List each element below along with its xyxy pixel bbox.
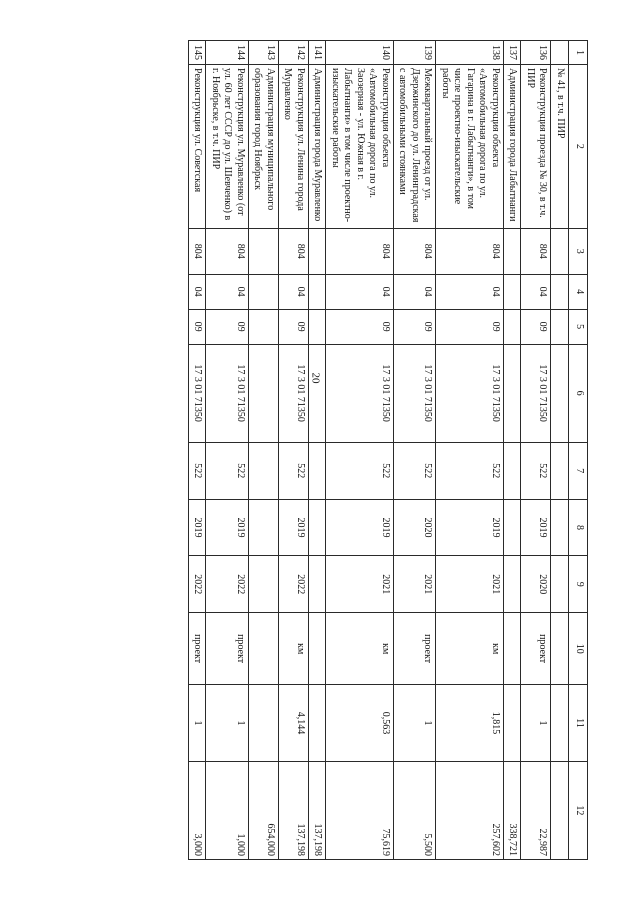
col-header: 10 bbox=[569, 613, 588, 685]
table-cell: 2019 bbox=[189, 499, 207, 556]
table-cell: 522 bbox=[521, 442, 551, 499]
object-name-cell: Реконструкция ул. Советская bbox=[189, 65, 207, 229]
col-header: 6 bbox=[569, 344, 588, 442]
col-header: 4 bbox=[569, 274, 588, 309]
table-cell bbox=[504, 274, 522, 309]
table-cell: 2021 bbox=[436, 556, 504, 613]
table-cell: 75,619 bbox=[326, 761, 394, 859]
table-cell: 0,563 bbox=[326, 685, 394, 761]
table-cell: 654,000 bbox=[249, 761, 279, 859]
row-number-cell bbox=[551, 41, 569, 65]
object-name-cell: Администрация муниципального образования город Ноябрьск bbox=[249, 65, 279, 229]
col-header: 8 bbox=[569, 499, 588, 556]
table-cell: 09 bbox=[436, 309, 504, 344]
table-cell: 2019 bbox=[326, 499, 394, 556]
table-cell: 2021 bbox=[394, 556, 437, 613]
table-cell bbox=[249, 344, 279, 442]
table-cell bbox=[309, 228, 327, 274]
table-cell bbox=[551, 274, 569, 309]
table-cell: 09 bbox=[394, 309, 437, 344]
page-number: 20 bbox=[309, 372, 322, 384]
object-name-cell: Администрация города Муравленко bbox=[309, 65, 327, 229]
col-header: 9 bbox=[569, 556, 588, 613]
table-cell: км bbox=[279, 613, 309, 685]
table-cell: 2021 bbox=[326, 556, 394, 613]
table-row bbox=[521, 41, 551, 860]
table-cell: 04 bbox=[326, 274, 394, 309]
table-cell: 04 bbox=[436, 274, 504, 309]
table-cell bbox=[249, 274, 279, 309]
table-cell: проект bbox=[521, 613, 551, 685]
object-name-cell: Реконструкция проезда № 30, в т.ч. ПИР bbox=[521, 65, 551, 229]
table-cell bbox=[249, 309, 279, 344]
table-cell bbox=[504, 442, 522, 499]
table-cell: 22,987 bbox=[521, 761, 551, 859]
table-cell bbox=[309, 442, 327, 499]
table-cell: 1,815 bbox=[436, 685, 504, 761]
table-cell: 2020 bbox=[394, 499, 437, 556]
object-name-cell: № 41, в т.ч. ПИР bbox=[551, 65, 569, 229]
table-cell bbox=[551, 228, 569, 274]
table-cell: 2022 bbox=[279, 556, 309, 613]
table-cell bbox=[551, 344, 569, 442]
table-cell: проект bbox=[189, 613, 207, 685]
row-number-cell: 140 bbox=[326, 41, 394, 65]
table-cell: 2019 bbox=[521, 499, 551, 556]
table-cell: 1 bbox=[394, 685, 437, 761]
table-cell bbox=[309, 344, 327, 442]
object-name-cell: Реконструкция объекта «Автомобильная дорога по ул. Гагарина в г. Лабытнанги», в том числе проектно-изыскательские работы bbox=[436, 65, 504, 229]
table-cell bbox=[309, 556, 327, 613]
table-cell: 17 3 01 71350 bbox=[206, 344, 249, 442]
budget-table-sheet bbox=[80, 40, 588, 860]
row-number-cell: 145 bbox=[189, 41, 207, 65]
table-cell: проект bbox=[206, 613, 249, 685]
table-cell bbox=[309, 274, 327, 309]
table-cell bbox=[551, 309, 569, 344]
table-cell: 2022 bbox=[189, 556, 207, 613]
table-cell: 2020 bbox=[521, 556, 551, 613]
table-cell bbox=[309, 499, 327, 556]
table-cell: 804 bbox=[326, 228, 394, 274]
row-number-cell: 144 bbox=[206, 41, 249, 65]
col-header: 11 bbox=[569, 685, 588, 761]
table-cell: 522 bbox=[436, 442, 504, 499]
col-header: 2 bbox=[569, 65, 588, 229]
table-body bbox=[189, 41, 569, 860]
table-cell: 09 bbox=[189, 309, 207, 344]
table-cell: 804 bbox=[189, 228, 207, 274]
table-cell: 2019 bbox=[206, 499, 249, 556]
table-cell: 522 bbox=[279, 442, 309, 499]
table-cell: 17 3 01 71350 bbox=[436, 344, 504, 442]
table-cell: 04 bbox=[521, 274, 551, 309]
table-cell: 09 bbox=[279, 309, 309, 344]
table-cell bbox=[551, 685, 569, 761]
table-cell bbox=[504, 613, 522, 685]
col-header: 1 bbox=[569, 41, 588, 65]
object-name-cell: Реконструкция ул. Муравленко (от ул. 60 лет СССР до ул. Шевченко) в г. Ноябрьске, в т.ч. ПИР bbox=[206, 65, 249, 229]
table-cell: 17 3 01 71350 bbox=[279, 344, 309, 442]
table-cell: 522 bbox=[326, 442, 394, 499]
table-cell bbox=[551, 442, 569, 499]
row-number-cell: 142 bbox=[279, 41, 309, 65]
table-cell: 09 bbox=[206, 309, 249, 344]
table-cell: 3,000 bbox=[189, 761, 207, 859]
table-cell bbox=[309, 613, 327, 685]
table-cell: 17 3 01 71350 bbox=[189, 344, 207, 442]
table-cell bbox=[249, 685, 279, 761]
table-cell: 338,721 bbox=[504, 761, 522, 859]
table-cell: 804 bbox=[279, 228, 309, 274]
table-cell: 09 bbox=[326, 309, 394, 344]
table-row bbox=[504, 41, 522, 860]
table-row bbox=[189, 41, 207, 860]
table-cell: 17 3 01 71350 bbox=[521, 344, 551, 442]
table-cell: 04 bbox=[206, 274, 249, 309]
row-number-cell: 141 bbox=[309, 41, 327, 65]
table-cell: 1 bbox=[189, 685, 207, 761]
row-number-cell: 143 bbox=[249, 41, 279, 65]
col-header: 7 bbox=[569, 442, 588, 499]
table-cell: 522 bbox=[206, 442, 249, 499]
col-header: 3 bbox=[569, 228, 588, 274]
table-cell: проект bbox=[394, 613, 437, 685]
table-cell: км bbox=[326, 613, 394, 685]
table-cell: 5,500 bbox=[394, 761, 437, 859]
table-cell: 1 bbox=[206, 685, 249, 761]
table-cell bbox=[551, 556, 569, 613]
table-cell: км bbox=[436, 613, 504, 685]
table-cell bbox=[249, 613, 279, 685]
table-cell bbox=[249, 499, 279, 556]
table-cell bbox=[309, 685, 327, 761]
table-row bbox=[309, 41, 327, 860]
table-cell bbox=[504, 344, 522, 442]
table-cell: 804 bbox=[521, 228, 551, 274]
table-cell bbox=[551, 613, 569, 685]
header-row bbox=[569, 41, 588, 860]
table-cell: 522 bbox=[394, 442, 437, 499]
table-cell: 04 bbox=[394, 274, 437, 309]
table-cell: 1,000 bbox=[206, 761, 249, 859]
table-cell: 522 bbox=[189, 442, 207, 499]
table-cell: 09 bbox=[521, 309, 551, 344]
table-cell bbox=[504, 556, 522, 613]
table-cell bbox=[504, 499, 522, 556]
budget-table bbox=[188, 40, 588, 860]
table-cell: 1 bbox=[521, 685, 551, 761]
table-row bbox=[436, 41, 504, 860]
table-cell: 17 3 01 71350 bbox=[326, 344, 394, 442]
table-cell bbox=[309, 309, 327, 344]
table-cell: 2019 bbox=[279, 499, 309, 556]
object-name-cell: Реконструкция объекта «Автомобильная дорога по ул. Заозерная - ул. Южная в г. Лабытнанги» в том числе проектно-изыскательские работы bbox=[326, 65, 394, 229]
table-cell bbox=[551, 499, 569, 556]
table-cell: 804 bbox=[436, 228, 504, 274]
table-cell bbox=[249, 442, 279, 499]
table-cell bbox=[504, 228, 522, 274]
row-number-cell: 136 bbox=[521, 41, 551, 65]
table-cell: 04 bbox=[189, 274, 207, 309]
table-cell: 04 bbox=[279, 274, 309, 309]
table-row bbox=[279, 41, 309, 860]
table-cell bbox=[551, 761, 569, 859]
table-cell: 804 bbox=[206, 228, 249, 274]
table-cell bbox=[249, 556, 279, 613]
object-name-cell: Реконструкция ул. Ленина города Муравленко bbox=[279, 65, 309, 229]
row-number-cell: 139 bbox=[394, 41, 437, 65]
table-cell: 2022 bbox=[206, 556, 249, 613]
table-cell: 137,198 bbox=[279, 761, 309, 859]
table-cell: 2019 bbox=[436, 499, 504, 556]
table-cell bbox=[504, 309, 522, 344]
row-number-cell: 138 bbox=[436, 41, 504, 65]
table-cell: 4,144 bbox=[279, 685, 309, 761]
object-name-cell: Администрация города Лабытнанги bbox=[504, 65, 522, 229]
table-row bbox=[326, 41, 394, 860]
table-cell: 17 3 01 71350 bbox=[394, 344, 437, 442]
table-row bbox=[206, 41, 249, 860]
table-cell bbox=[249, 228, 279, 274]
table-cell: 257,602 bbox=[436, 761, 504, 859]
table-cell: 804 bbox=[394, 228, 437, 274]
table-row bbox=[249, 41, 279, 860]
col-header: 5 bbox=[569, 309, 588, 344]
table-cell: 137,198 bbox=[309, 761, 327, 859]
table-row bbox=[551, 41, 569, 860]
table-cell bbox=[504, 685, 522, 761]
col-header: 12 bbox=[569, 761, 588, 859]
object-name-cell: Межквартальный проезд от ул. Дзержинского до ул. Ленинградская с автомобильными стоянками bbox=[394, 65, 437, 229]
table-row bbox=[394, 41, 437, 860]
row-number-cell: 137 bbox=[504, 41, 522, 65]
